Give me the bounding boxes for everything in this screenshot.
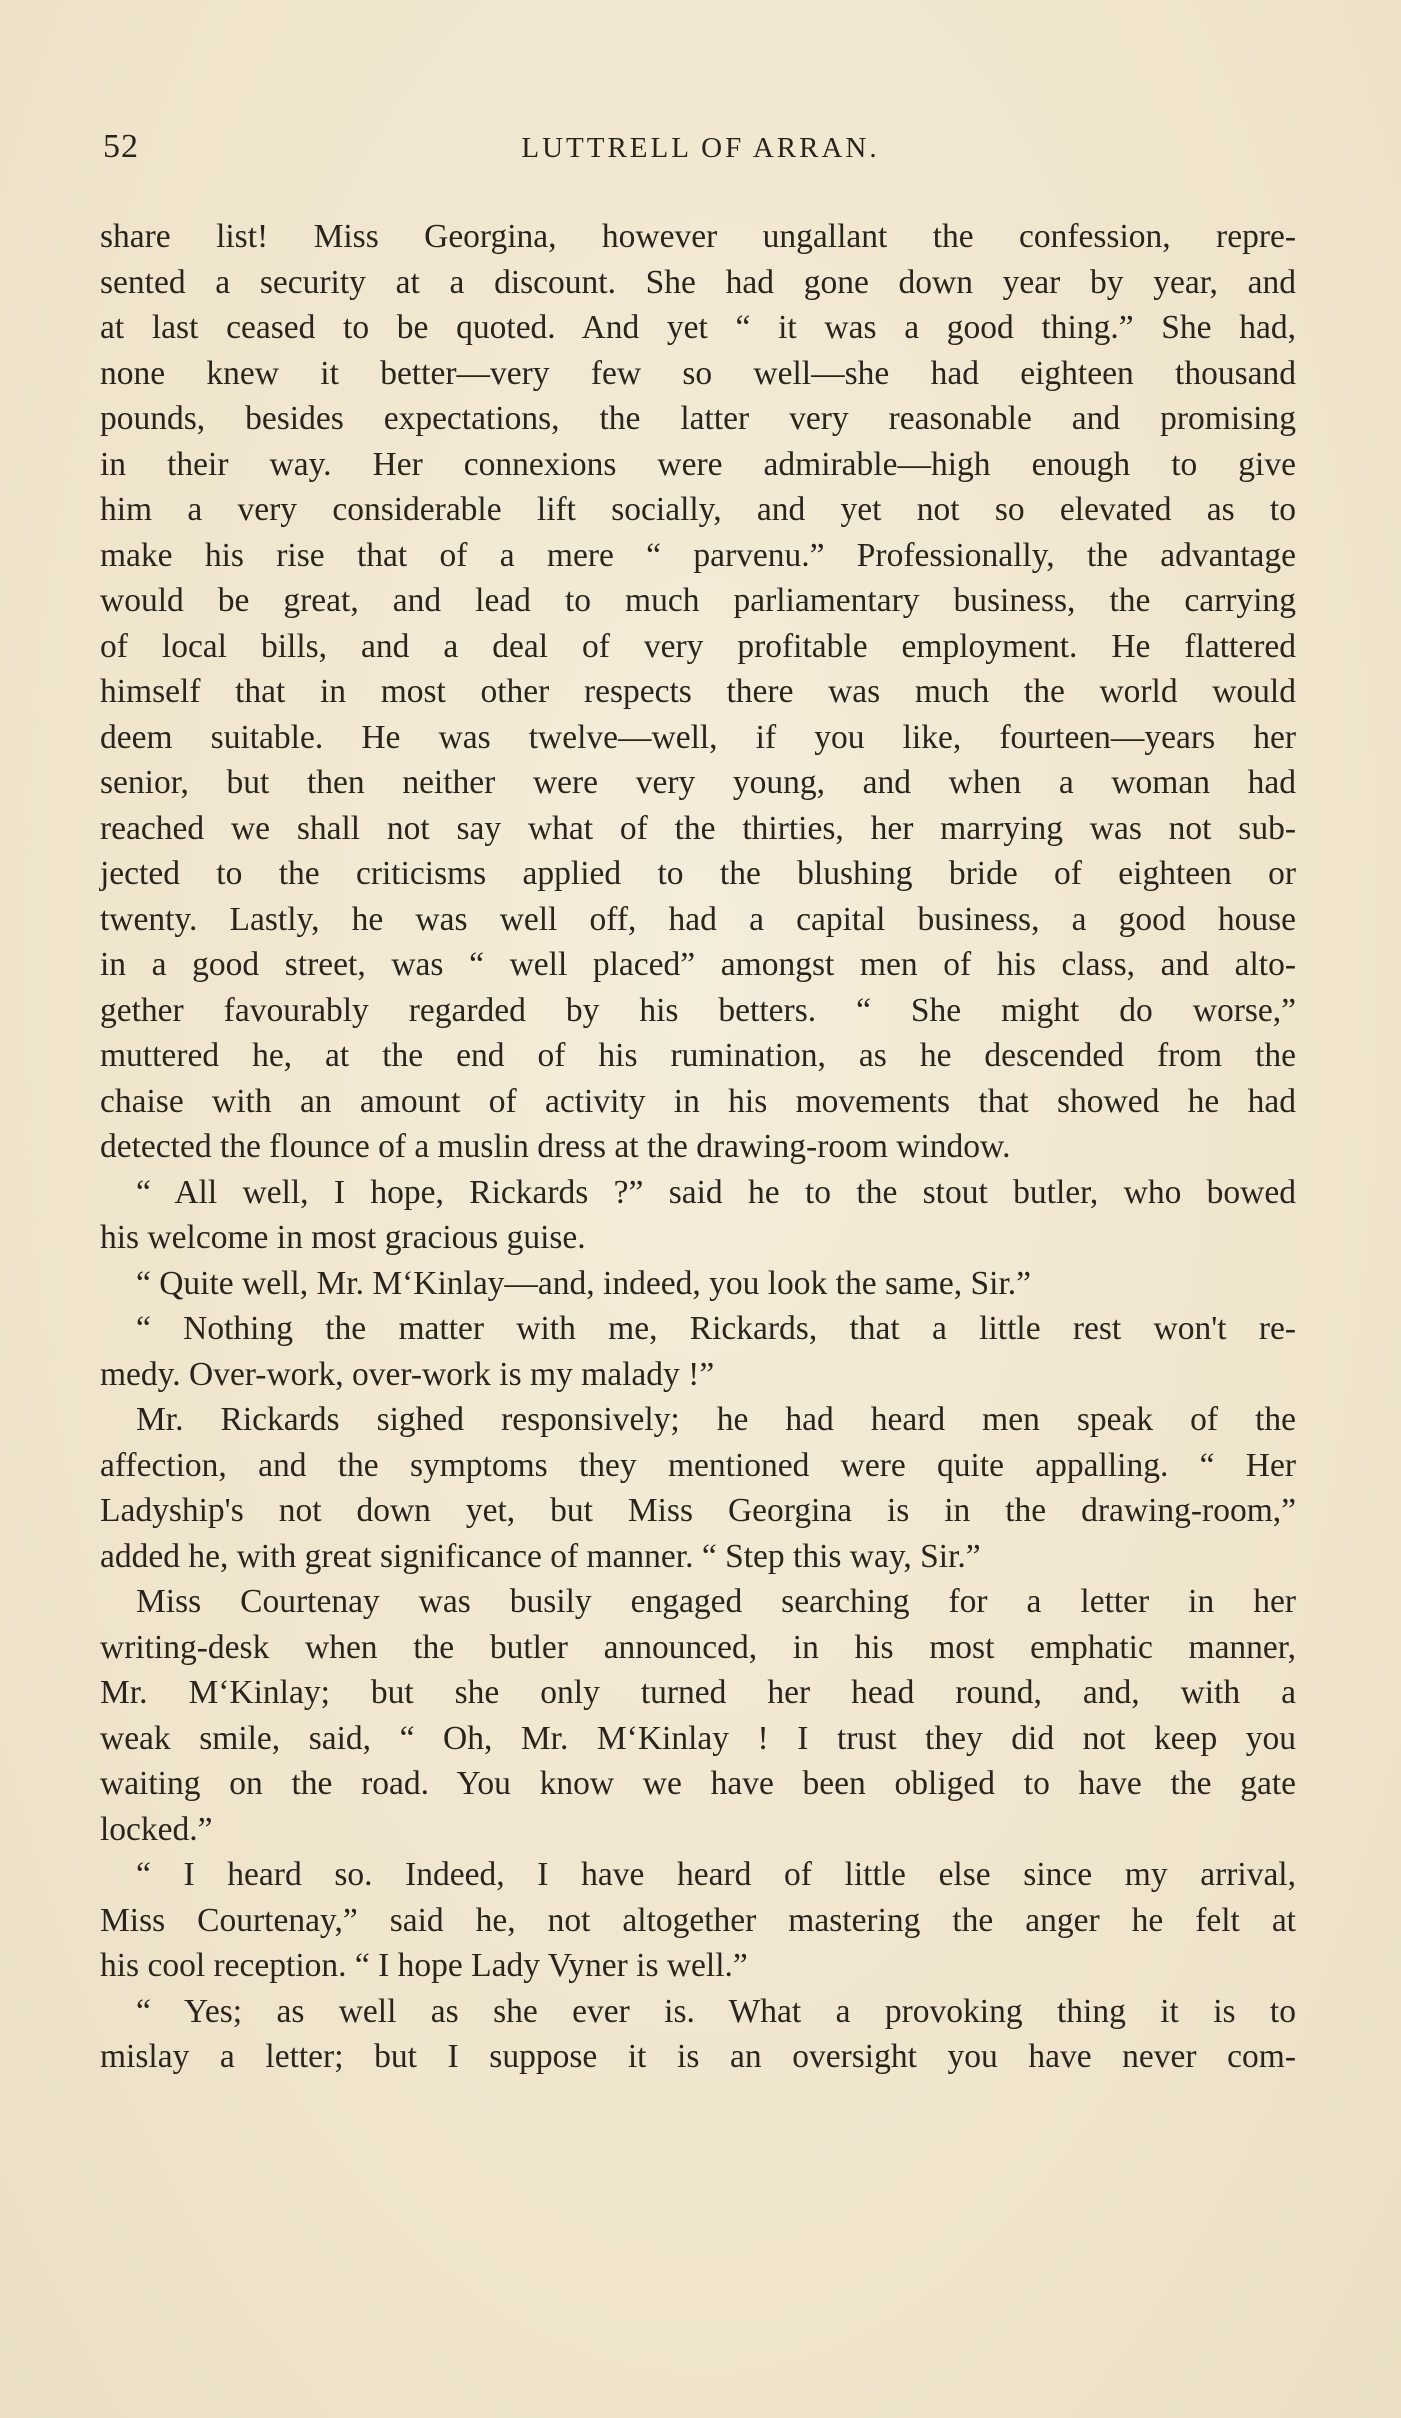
- text-line: “ Nothing the matter with me, Rickards, that a little rest won't re-: [136, 1310, 1296, 1347]
- text-line: in their way. Her connexions were admirable—high enough to give: [100, 445, 1296, 483]
- text-line: Miss Courtenay was busily engaged searching for a letter in her: [136, 1583, 1296, 1620]
- text-line: chaise with an amount of activity in his movements that showed he had: [100, 1082, 1296, 1120]
- text-line: gether favourably regarded by his betters. “ She might do worse,”: [100, 991, 1296, 1029]
- text-line: senior, but then neither were very young, and when a woman had: [100, 764, 1296, 801]
- text-line: his welcome in most gracious guise.: [100, 1219, 586, 1256]
- text-line: weak smile, said, “ Oh, Mr. M‘Kinlay ! I trust they did not keep you: [100, 1719, 1296, 1757]
- text-line: deem suitable. He was twelve—well, if you like, fourteen—years her: [100, 718, 1296, 756]
- text-line: jected to the criticisms applied to the blushing bride of eighteen or: [100, 855, 1296, 892]
- page-number: 52: [103, 128, 139, 165]
- text-line: Mr. Rickards sighed responsively; he had heard men speak of the: [136, 1401, 1296, 1438]
- text-line: mislay a letter; but I suppose it is an oversight you have never com-: [100, 2038, 1296, 2075]
- text-line: of local bills, and a deal of very profitable employment. He flattered: [100, 627, 1296, 665]
- text-line: Mr. M‘Kinlay; but she only turned her head round, and, with a: [100, 1674, 1296, 1711]
- text-line: waiting on the road. You know we have been obliged to have the gate: [100, 1765, 1296, 1802]
- text-line: would be great, and lead to much parliamentary business, the carrying: [100, 582, 1296, 619]
- text-line: “ All well, I hope, Rickards ?” said he to the stout butler, who bowed: [136, 1173, 1296, 1211]
- text-line: share list! Miss Georgina, however ungallant the confession, repre-: [100, 218, 1296, 255]
- text-line: detected the flounce of a muslin dress at the drawing-room window.: [100, 1128, 1011, 1165]
- text-line: him a very considerable lift socially, and yet not so elevated as to: [100, 491, 1296, 528]
- text-line: pounds, besides expectations, the latter very reasonable and promising: [100, 400, 1296, 437]
- text-line: his cool reception. “ I hope Lady Vyner is well.”: [100, 1947, 748, 1984]
- text-line: muttered he, at the end of his rumination, as he descended from the: [100, 1037, 1296, 1074]
- page-header: [103, 128, 1298, 178]
- text-line: added he, with great significance of manner. “ Step this way, Sir.”: [100, 1537, 981, 1575]
- text-line: medy. Over-work, over-work is my malady !”: [100, 1355, 715, 1393]
- text-line: make his rise that of a mere “ parvenu.” Professionally, the advantage: [100, 536, 1296, 574]
- text-line: twenty. Lastly, he was well off, had a capital business, a good house: [100, 900, 1296, 938]
- text-line: in a good street, was “ well placed” amongst men of his class, and alto-: [100, 946, 1296, 983]
- text-line: affection, and the symptoms they mentioned were quite appalling. “ Her: [100, 1446, 1296, 1484]
- text-line: “ I heard so. Indeed, I have heard of little else since my arrival,: [136, 1856, 1296, 1893]
- text-line: at last ceased to be quoted. And yet “ it was a good thing.” She had,: [100, 309, 1296, 346]
- body-text: [100, 214, 1296, 2080]
- text-line: locked.”: [100, 1810, 213, 1848]
- text-line: reached we shall not say what of the thirties, her marrying was not sub-: [100, 809, 1296, 847]
- text-line: “ Yes; as well as she ever is. What a provoking thing it is to: [136, 1992, 1296, 2030]
- running-title: LUTTRELL OF ARRAN.: [521, 132, 880, 164]
- text-line: Ladyship's not down yet, but Miss Georgina is in the drawing-room,”: [100, 1492, 1296, 1529]
- text-line: none knew it better—very few so well—she had eighteen thousand: [100, 354, 1296, 392]
- text-line: himself that in most other respects there was much the world would: [100, 673, 1296, 710]
- text-line: “ Quite well, Mr. M‘Kinlay—and, indeed, you look the same, Sir.”: [136, 1264, 1032, 1302]
- text-line: writing-desk when the butler announced, in his most emphatic manner,: [100, 1628, 1296, 1666]
- text-line: sented a security at a discount. She had gone down year by year, and: [100, 263, 1296, 301]
- text-line: Miss Courtenay,” said he, not altogether mastering the anger he felt at: [100, 1901, 1296, 1939]
